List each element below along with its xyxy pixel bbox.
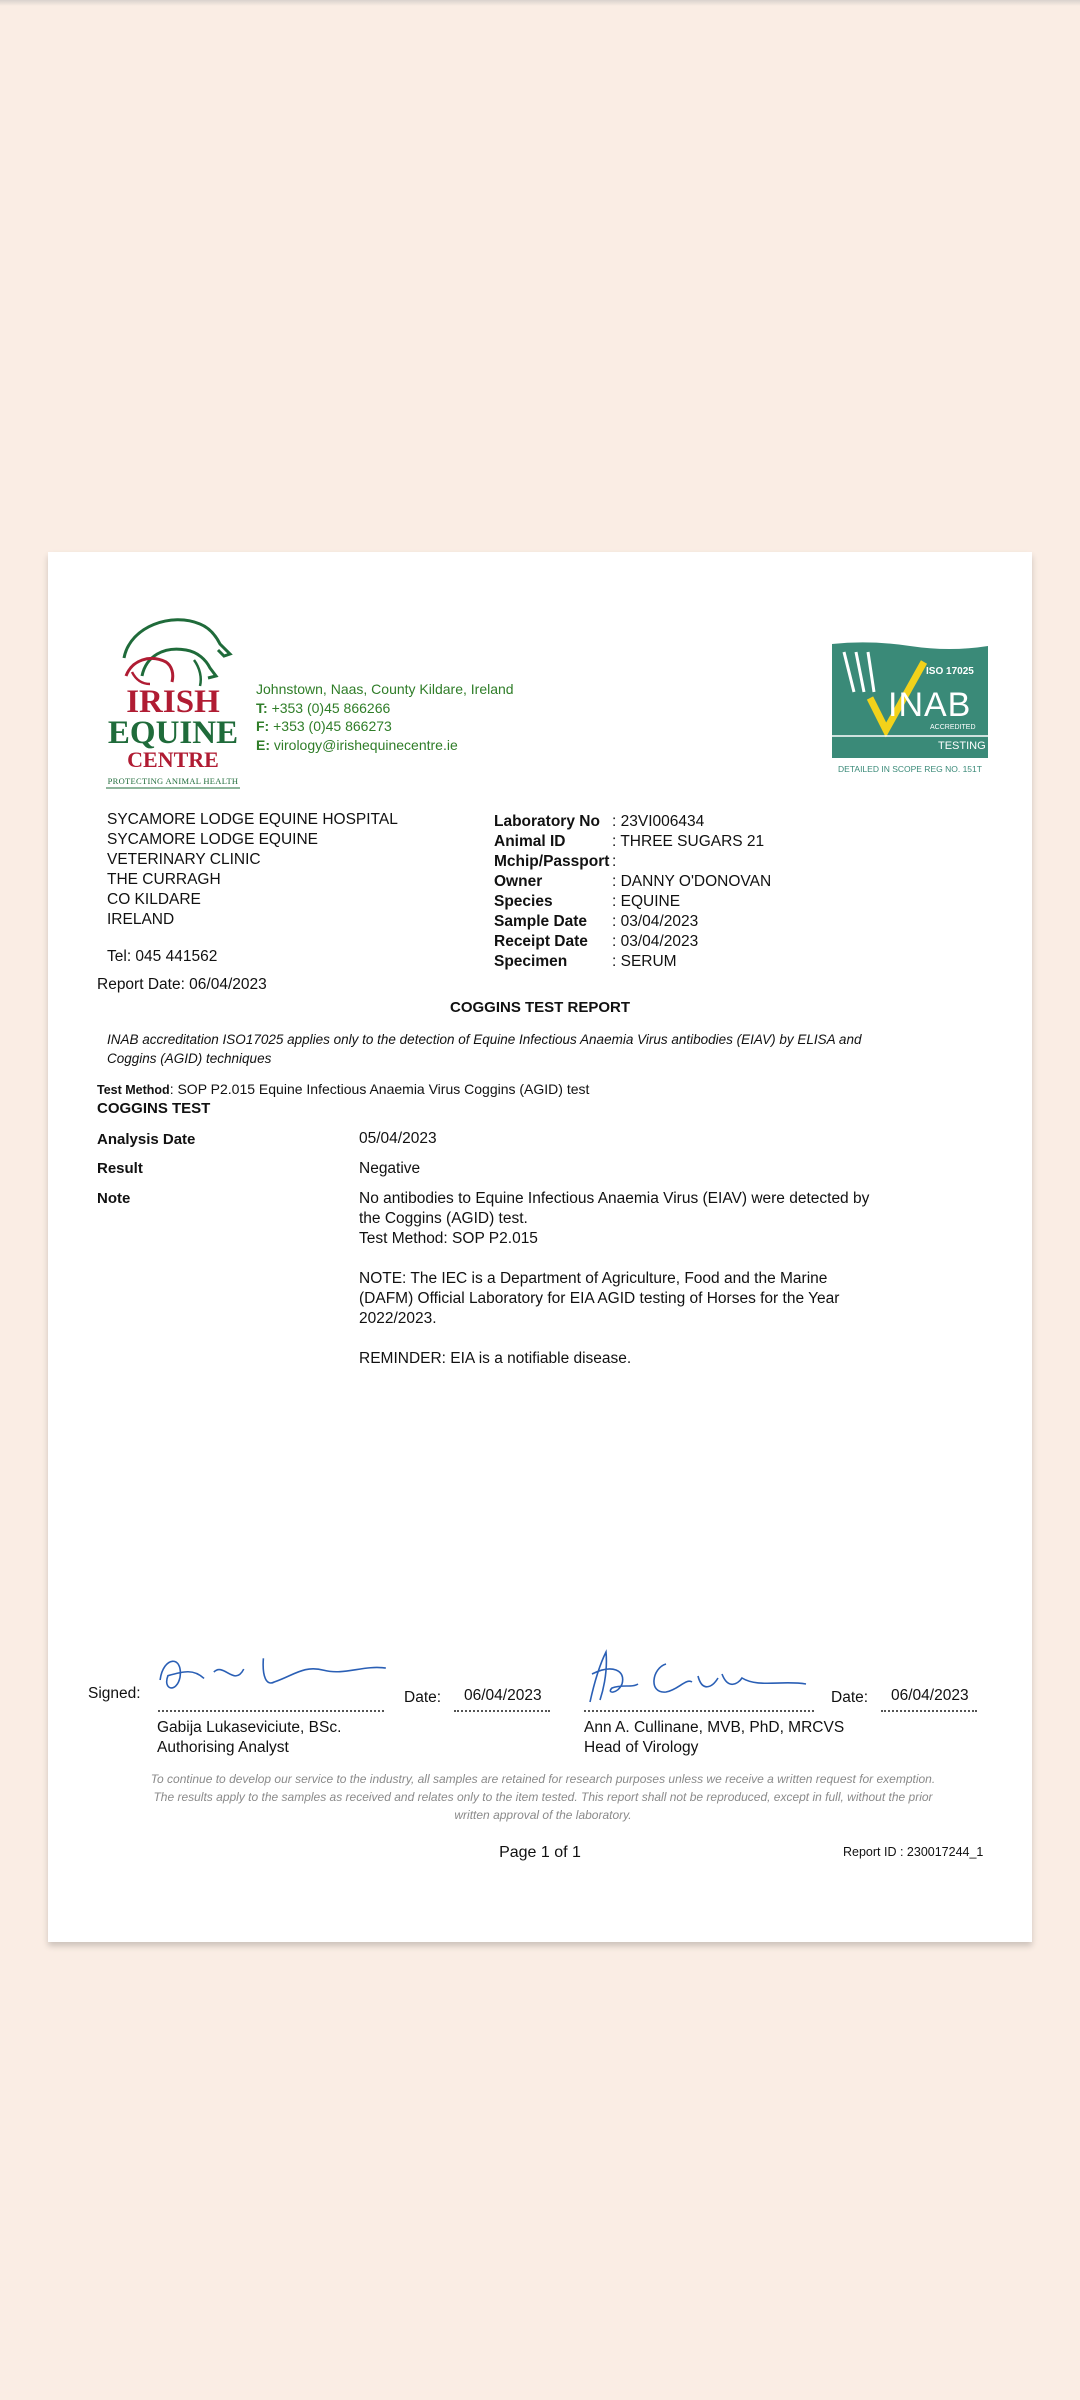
tel-number: +353 (0)45 866266	[271, 699, 391, 716]
date-value-2: 06/04/2023	[891, 1687, 969, 1704]
address-line: CO KILDARE	[107, 891, 201, 908]
inab-name: INAB	[888, 686, 972, 724]
irish-equine-centre-logo	[102, 606, 244, 796]
lab-detail-row	[494, 912, 771, 932]
signature-stroke-2	[582, 1644, 822, 1704]
detail-value: : DANNY O'DONOVAN	[612, 873, 772, 890]
test-method-label: Test Method	[97, 1083, 170, 1097]
inab-scope: DETAILED IN SCOPE REG NO. 151T	[838, 764, 982, 774]
detail-label: Receipt Date	[494, 933, 588, 950]
logo-tagline: PROTECTING ANIMAL HEALTH	[107, 776, 239, 786]
detail-value: : EQUINE	[612, 893, 681, 910]
detail-value: : 03/04/2023	[612, 913, 699, 930]
signature-image-1	[153, 1642, 395, 1709]
report-id: Report ID : 230017244_1	[843, 1845, 984, 1859]
report-document	[48, 552, 1032, 1942]
detail-label: Laboratory No	[494, 813, 600, 830]
lab-detail-row	[494, 932, 771, 952]
test-method	[97, 1081, 589, 1097]
detail-value: : 03/04/2023	[612, 933, 699, 950]
detail-label: Mchip/Passport	[494, 853, 610, 870]
note-paragraph: No antibodies to Equine Infectious Anaemia Virus (EIAV) were detected by the Coggins (AGID) test.	[359, 1190, 870, 1227]
signature-line-2	[584, 1710, 814, 1712]
inab-accreditation-logo	[830, 640, 990, 774]
test-method-value: : SOP P2.015 Equine Infectious Anaemia Virus Coggins (AGID) test	[169, 1081, 590, 1097]
address-line: THE CURRAGH	[107, 871, 221, 888]
detail-value: : 23VI006434	[612, 813, 705, 830]
contact-info	[256, 680, 514, 754]
address-line: VETERINARY CLINIC	[107, 851, 261, 868]
logo-line-equine: EQUINE	[107, 715, 239, 751]
logo-line-irish: IRISH	[126, 684, 220, 720]
fax-label: F:	[256, 718, 270, 734]
address-line: SYCAMORE LODGE EQUINE HOSPITAL	[107, 811, 398, 828]
fax-number: +353 (0)45 866273	[273, 718, 392, 734]
lab-detail-row	[494, 852, 771, 872]
recipient-tel: Tel: 045 441562	[107, 948, 218, 965]
detail-label: Specimen	[494, 953, 568, 970]
detail-value: :	[612, 853, 617, 870]
address-line: IRELAND	[107, 911, 175, 928]
disclaimer: To continue to develop our service to the industry, all samples are retained for research purposes unless we receive a written request for exemption. The results apply to the samples as received and relates only to the item tested. This report shall not be reproduced, except in full, without the prior written approval of the laboratory.	[150, 1772, 936, 1822]
date-line-2	[881, 1710, 977, 1712]
detail-label: Owner	[494, 873, 543, 890]
note-paragraph: REMINDER: EIA is a notifiable disease.	[359, 1350, 632, 1367]
inab-accreditation-note: INAB accreditation ISO17025 applies only to the detection of Equine Infectious Anaemia Virus antibodies (EIAV) by ELISA and Coggins (AGID) techniques	[107, 1032, 862, 1066]
date-value-1: 06/04/2023	[464, 1687, 542, 1704]
detail-value: : THREE SUGARS 21	[612, 833, 765, 850]
email-address: virology@irishequinecentre.ie	[273, 736, 458, 753]
signer-role: Authorising Analyst	[157, 1739, 289, 1756]
top-shadow	[0, 0, 1080, 6]
lab-address: Johnstown, Naas, County Kildare, Ireland	[256, 681, 514, 697]
lab-detail-row	[494, 812, 771, 832]
recipient-address	[107, 810, 398, 930]
analysis-date-label: Analysis Date	[97, 1131, 196, 1148]
signature-stroke-1	[153, 1642, 395, 1702]
lab-detail-row	[494, 892, 771, 912]
inab-iso: ISO 17025	[926, 666, 974, 677]
note-paragraph: NOTE: The IEC is a Department of Agriculture, Food and the Marine (DAFM) Official Laboratory for EIA AGID testing of Horses for the Year 2022/2023.	[359, 1270, 840, 1327]
address-line: SYCAMORE LODGE EQUINE	[107, 831, 319, 848]
report-title: COGGINS TEST REPORT	[449, 999, 630, 1016]
note-text	[359, 1189, 879, 1369]
signed-label: Signed:	[88, 1685, 141, 1702]
signer-2	[584, 1718, 844, 1758]
analysis-date-value: 05/04/2023	[359, 1130, 437, 1147]
logo-line-centre: CENTRE	[127, 747, 219, 772]
signature-line-1	[158, 1710, 384, 1712]
detail-label: Species	[494, 893, 553, 910]
email-label: E:	[256, 736, 270, 753]
lab-detail-row	[494, 872, 771, 892]
date-line-1	[454, 1710, 550, 1712]
detail-label: Sample Date	[494, 913, 588, 930]
signer-name: Ann A. Cullinane, MVB, PhD, MRCVS	[584, 1719, 845, 1736]
lab-detail-row	[494, 952, 771, 972]
page-number: Page 1 of 1	[499, 1844, 581, 1861]
date-label-1: Date:	[404, 1689, 442, 1706]
signer-1	[157, 1718, 341, 1758]
note-label: Note	[97, 1190, 131, 1207]
signer-name: Gabija Lukaseviciute, BSc.	[157, 1719, 342, 1736]
lab-detail-row	[494, 832, 771, 852]
inab-testing: TESTING	[938, 740, 986, 752]
signature-image-2	[582, 1644, 822, 1709]
inab-accredited: ACCREDITED	[930, 724, 976, 731]
lab-details-table	[494, 812, 771, 972]
date-label-2: Date:	[831, 1689, 869, 1706]
note-paragraph: Test Method: SOP P2.015	[359, 1230, 538, 1247]
detail-label: Animal ID	[494, 833, 566, 850]
section-title: COGGINS TEST	[97, 1100, 211, 1117]
signer-role: Head of Virology	[584, 1739, 699, 1756]
result-value: Negative	[359, 1160, 421, 1177]
report-date: Report Date: 06/04/2023	[97, 976, 267, 993]
tel-label: T:	[256, 699, 268, 716]
result-label: Result	[97, 1160, 143, 1177]
detail-value: : SERUM	[612, 953, 677, 970]
